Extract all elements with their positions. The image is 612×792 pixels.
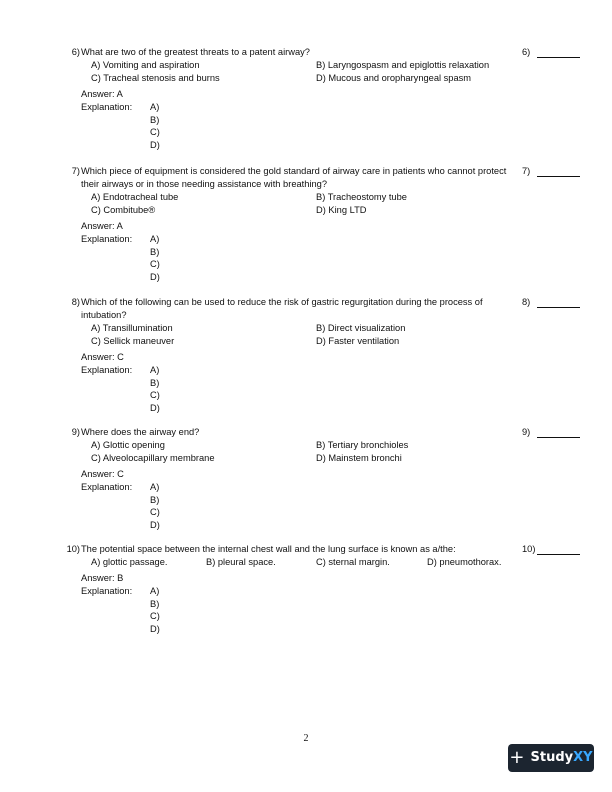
blank-number: 10) (522, 544, 536, 554)
explanation-a: A) (150, 365, 160, 375)
explanation-c: C) (150, 507, 160, 518)
blank-number: 6) (522, 47, 531, 57)
option-b: B) Tertiary bronchioles (316, 440, 409, 450)
blank-number: 7) (522, 166, 531, 176)
explanation-d: D) (150, 623, 160, 634)
explanation-letters (150, 481, 160, 531)
option-d: D) Mainstem bronchi (316, 453, 402, 463)
question-9 (66, 426, 586, 536)
blank-line (537, 437, 580, 438)
explanation-c: C) (150, 390, 160, 401)
blank-number: 9) (522, 427, 531, 437)
option-b: B) Direct visualization (316, 323, 406, 333)
option-d: D) pneumothorax. (427, 557, 502, 567)
question-number: 10) (66, 544, 80, 554)
explanation-a: A) (150, 586, 160, 596)
blank-line (537, 57, 580, 58)
blank-line (537, 176, 580, 177)
option-d: D) Mucous and oropharyngeal spasm (316, 73, 472, 83)
question-text: The potential space between the internal chest wall and the lung surface is known as a/the: (81, 544, 456, 554)
question-8 (66, 296, 586, 416)
explanation-letters (150, 585, 160, 635)
explanation-a: A) (150, 102, 160, 112)
logo-text (530, 749, 593, 765)
option-c: C) Combitube® (91, 205, 156, 215)
logo-study: Study (530, 749, 574, 765)
option-d: D) King LTD (316, 205, 367, 215)
question-10 (66, 543, 586, 643)
explanation-b: B) (150, 114, 160, 125)
page-number: 2 (303, 733, 309, 744)
explanation-c: C) (150, 127, 160, 138)
option-c: C) sternal margin. (316, 557, 390, 567)
question-6 (66, 46, 586, 156)
explanation-b: B) (150, 246, 160, 257)
blank-line (537, 307, 580, 308)
option-a: A) glottic passage. (91, 557, 168, 567)
explanation-c: C) (150, 259, 160, 270)
question-number: 6) (71, 47, 80, 57)
logo-xy: XY (573, 749, 593, 765)
explanation-letters (150, 233, 160, 283)
studyxy-logo[interactable] (508, 744, 594, 772)
question-text: Where does the airway end? (81, 427, 200, 437)
option-b: B) Tracheostomy tube (316, 192, 407, 202)
plus-icon: + (509, 747, 525, 768)
explanation-b: B) (150, 494, 160, 505)
explanation-b: B) (150, 598, 160, 609)
answer: Answer: A (81, 89, 123, 99)
explanation-d: D) (150, 402, 160, 413)
option-c: C) Alveolocapillary membrane (91, 453, 215, 463)
answer: Answer: C (81, 352, 124, 362)
question-text: Which piece of equipment is considered the gold standard of airway care in patients who cannot protect their airways or in those needing assistance with breathing? (81, 166, 507, 189)
explanation-a: A) (150, 234, 160, 244)
question-7 (66, 165, 586, 285)
option-a: A) Transillumination (91, 323, 173, 333)
question-number: 9) (71, 427, 80, 437)
option-a: A) Endotracheal tube (91, 192, 179, 202)
explanation-label: Explanation: (81, 365, 133, 375)
answer: Answer: C (81, 469, 124, 479)
option-b: B) Laryngospasm and epiglottis relaxation (316, 60, 490, 70)
option-a: A) Vomiting and aspiration (91, 60, 200, 70)
explanation-b: B) (150, 377, 160, 388)
option-a: A) Glottic opening (91, 440, 165, 450)
answer: Answer: A (81, 221, 123, 231)
explanation-label: Explanation: (81, 586, 133, 596)
explanation-letters (150, 101, 160, 151)
option-d: D) Faster ventilation (316, 336, 400, 346)
question-text: Which of the following can be used to reduce the risk of gastric regurgitation during the process of intubation? (81, 297, 483, 320)
question-text: What are two of the greatest threats to a patent airway? (81, 47, 310, 57)
blank-number: 8) (522, 297, 531, 307)
answer: Answer: B (81, 573, 124, 583)
explanation-d: D) (150, 139, 160, 150)
option-c: C) Tracheal stenosis and burns (91, 73, 220, 83)
question-number: 8) (71, 297, 80, 307)
explanation-letters (150, 364, 160, 414)
explanation-d: D) (150, 271, 160, 282)
option-b: B) pleural space. (206, 557, 276, 567)
explanation-a: A) (150, 482, 160, 492)
explanation-label: Explanation: (81, 102, 133, 112)
explanation-label: Explanation: (81, 482, 133, 492)
question-number: 7) (71, 166, 80, 176)
explanation-label: Explanation: (81, 234, 133, 244)
explanation-d: D) (150, 519, 160, 530)
option-c: C) Sellick maneuver (91, 336, 175, 346)
explanation-c: C) (150, 611, 160, 622)
blank-line (537, 554, 580, 555)
